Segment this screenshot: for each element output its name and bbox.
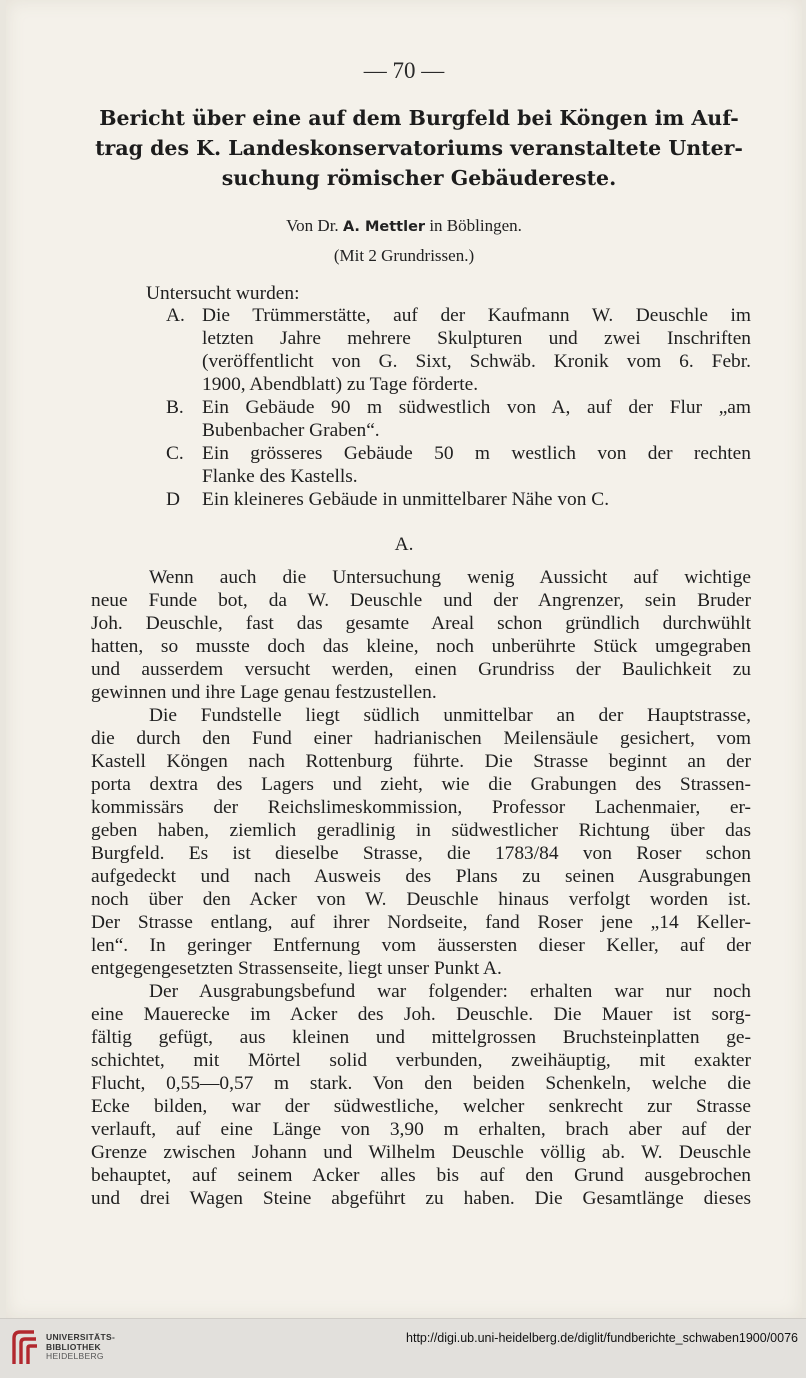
text-line: Flucht, 0,55—0,57 m stark. Von den beiden Schenkeln, welche die <box>91 1073 751 1094</box>
text-line: porta dextra des Lagers und zieht, wie die Grabungen des Strassen- <box>91 774 751 795</box>
item-line: Ein grösseres Gebäude 50 m westlich von der rechten <box>202 443 751 464</box>
item-label: A. <box>166 305 185 326</box>
paragraph-2 <box>91 704 751 980</box>
text-line: aufgedeckt und nach Ausweis des Plans zu seinen Ausgrabungen <box>91 866 751 887</box>
page-number: — 70 — <box>363 58 445 83</box>
site-list <box>166 304 751 511</box>
library-name-line: UNIVERSITÄTS- <box>46 1332 116 1342</box>
source-url-link[interactable]: http://digi.ub.uni-heidelberg.de/diglit/fundberichte_schwaben1900/0076 <box>406 1331 798 1345</box>
text-line: Der Ausgrabungsbefund war folgender: erhalten war nur noch <box>149 981 751 1002</box>
text-line: Kastell Köngen nach Rottenburg führte. Die Strasse beginnt an der <box>91 751 751 772</box>
item-line: Ein Gebäude 90 m südwestlich von A, auf der Flur „am <box>202 397 751 418</box>
text-line: verlauft, auf eine Länge von 3,90 m erhalten, brach aber auf der <box>91 1119 751 1140</box>
text-line: eine Mauerecke im Acker des Joh. Deuschle. Die Mauer ist sorg- <box>91 1004 751 1025</box>
text-line: schichtet, mit Mörtel solid verbunden, zweihäuptig, mit exakter <box>91 1050 751 1071</box>
section-heading: A. <box>394 534 414 555</box>
text-line: len“. In geringer Entfernung vom äussersten dieser Keller, auf der <box>91 935 751 956</box>
text-line: geben haben, ziemlich geradlinig in südwestlicher Richtung über das <box>91 820 751 841</box>
author-name: A. Mettler <box>342 219 426 235</box>
text-line: neue Funde bot, da W. Deuschle und der Angrenzer, sein Bruder <box>91 590 751 611</box>
author-line <box>6 216 802 236</box>
paragraph-3 <box>91 980 751 1210</box>
list-item <box>166 304 751 396</box>
text-line: Wenn auch die Untersuchung wenig Aussicht auf wichtige <box>149 567 751 588</box>
item-line: letzten Jahre mehrere Skulpturen und zwei Inschriften <box>202 328 751 349</box>
author-suffix: in Böblingen. <box>429 216 522 235</box>
text-line: gewinnen und ihre Lage genau festzustellen. <box>91 682 437 703</box>
item-line: Bubenbacher Graben“. <box>202 420 380 441</box>
library-name-line: BIBLIOTHEK <box>46 1341 101 1352</box>
text-line: Die Fundstelle liegt südlich unmittelbar an der Hauptstrasse, <box>149 705 751 726</box>
title-line: Bericht über eine auf dem Burgfeld bei Köngen im Auf- <box>99 106 739 130</box>
item-label: B. <box>166 397 184 418</box>
title-line: trag des K. Landeskonservatoriums veranstaltete Unter- <box>95 136 743 160</box>
text-line: und ausserdem versucht werden, einen Grundriss der Baulichkeit zu <box>91 659 751 680</box>
library-name-line: HEIDELBERG <box>46 1351 104 1361</box>
library-footer <box>0 1318 806 1378</box>
text-line: und drei Wagen Steine abgeführt zu haben. Die Gesamtlänge dieses <box>91 1188 751 1209</box>
author-prefix: Von Dr. <box>286 216 339 235</box>
text-line: kommissärs der Reichslimeskommission, Professor Lachenmaier, er- <box>91 797 751 818</box>
list-item <box>166 442 751 488</box>
text-line: Joh. Deuschle, fast das gesamte Areal schon gründlich durchwühlt <box>91 613 751 634</box>
item-line: Flanke des Kastells. <box>202 466 358 487</box>
text-line: Burgfeld. Es ist dieselbe Strasse, die 1783/84 von Roser schon <box>91 843 751 864</box>
university-library-logo-icon <box>10 1328 40 1368</box>
item-line: Ein kleineres Gebäude in unmittelbarer Nähe von C. <box>202 489 610 510</box>
article-title <box>84 103 754 193</box>
library-name <box>46 1333 115 1362</box>
item-line: (veröffentlicht von G. Sixt, Schwäb. Kronik vom 6. Febr. <box>202 351 751 372</box>
text-line: behauptet, auf seinem Acker alles bis auf den Grund ausgebrochen <box>91 1165 751 1186</box>
list-intro: Untersucht wurden: <box>146 283 300 304</box>
list-item <box>166 488 751 511</box>
text-line: fältig gefügt, aus kleinen und mittelgrossen Bruchsteinplatten ge- <box>91 1027 751 1048</box>
text-line: noch über den Acker von W. Deuschle hinaus verfolgt worden ist. <box>91 889 751 910</box>
item-label: D <box>166 489 181 510</box>
text-line: die durch den Fund einer hadrianischen Meilensäule gesichert, vom <box>91 728 751 749</box>
text-line: Grenze zwischen Johann und Wilhelm Deuschle völlig ab. W. Deuschle <box>91 1142 751 1163</box>
plans-note: (Mit 2 Grundrissen.) <box>333 246 475 265</box>
item-line: 1900, Abendblatt) zu Tage förderte. <box>202 374 479 395</box>
item-line: Die Trümmerstätte, auf der Kaufmann W. Deuschle im <box>202 305 751 326</box>
text-line: hatten, so musste doch das kleine, noch unberührte Stück umgegraben <box>91 636 751 657</box>
text-line: entgegengesetzten Strassenseite, liegt unser Punkt A. <box>91 958 502 979</box>
text-line: Der Strasse entlang, auf ihrer Nordseite, fand Roser jene „14 Keller- <box>91 912 751 933</box>
title-line: suchung römischer Gebäudereste. <box>221 166 617 190</box>
paragraph-1 <box>91 566 751 704</box>
scanned-page <box>6 0 802 1318</box>
list-item <box>166 396 751 442</box>
item-label: C. <box>166 443 184 464</box>
text-line: Ecke bilden, war der südwestliche, welcher senkrecht zur Strasse <box>91 1096 751 1117</box>
